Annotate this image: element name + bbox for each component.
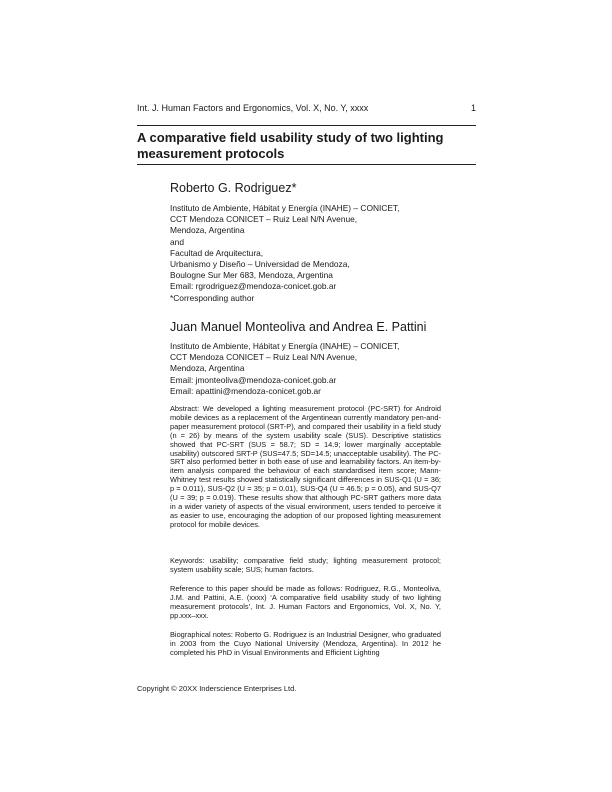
- affiliation-line: Instituto de Ambiente, Hábitat y Energía (INAHE) – CONICET,: [170, 341, 400, 351]
- title-rule-top: [137, 125, 476, 126]
- author2-email-2: Email: apattini@mendoza-conicet.gob.ar: [170, 385, 321, 396]
- corresponding-author-note: *Corresponding author: [170, 292, 255, 303]
- author1-email: Email: rgrodriguez@mendoza-conicet.gob.ar: [170, 281, 337, 292]
- title-rule-bottom: [137, 164, 476, 165]
- running-header: Int. J. Human Factors and Ergonomics, Vol. X, No. Y, xxxx: [137, 103, 369, 113]
- page-number: 1: [471, 103, 477, 113]
- author1-affiliation: [170, 203, 470, 304]
- affiliation-line: Instituto de Ambiente, Hábitat y Energía (INAHE) – CONICET,: [170, 203, 400, 213]
- keywords: Keywords: usability; comparative field study; lighting measurement protocol; system usability scale; SUS; human factors.: [170, 556, 441, 574]
- author2-names: Juan Manuel Monteoliva and Andrea E. Pattini: [170, 320, 427, 334]
- affiliation-line: Mendoza, Argentina: [170, 363, 245, 374]
- citation-reference: Reference to this paper should be made as follows: Rodriguez, R.G., Monteoliva, J.M. and Pattini, A.E. (xxxx) ‘A comparative field usability study of two lighting measurement protocols’, Int. J. Human Factors and Ergonomics, Vol. X, No. Y, pp.xxx–xxx.: [170, 584, 441, 620]
- affiliation-line: Urbanismo y Diseño – Universidad de Mendoza,: [170, 259, 350, 270]
- copyright-footer: Copyright © 20XX Inderscience Enterprises Ltd.: [137, 684, 297, 693]
- affiliation-line: Boulogne Sur Mer 683, Mendoza, Argentina: [170, 270, 333, 281]
- affiliation-line: CCT Mendoza CONICET – Ruiz Leal N/N Avenue,: [170, 352, 358, 363]
- biographical-notes: Biographical notes: Roberto G. Rodriguez is an Industrial Designer, who graduated in 2003 from the Cuyo National University (Mendoza, Argentina). In 2012 he completed his PhD in Visual Environments and Efficient Lighting: [170, 630, 441, 657]
- author2-affiliation: [170, 341, 470, 397]
- affiliation-line: Facultad de Arquitectura,: [170, 247, 264, 258]
- author1-name: Roberto G. Rodriguez*: [170, 181, 297, 195]
- paper-title: A comparative field usability study of two lighting measurement protocols: [137, 130, 444, 161]
- affiliation-line: CCT Mendoza CONICET – Ruiz Leal N/N Avenue,: [170, 214, 358, 225]
- abstract: Abstract: We developed a lighting measurement protocol (PC-SRT) for Android mobile devices as a replacement of the Argentinean currently mandatory pen-and-paper measurement protocol (SRT-P), and compared their usability in a field study (n = 26) by means of the system usability scale (SUS). Descriptive statistics showed that PC-SRT (SUS = 58.7; SD = 14.9; lower marginally acceptable usability) outscored SRT-P (SUS=47.5; SD=14.5; unacceptable usability). The PC-SRT also performed better in both ease of use and learnability factors. An item-by-item analysis compared the behaviour of each standardised item score; Mann-Whitney test results showed statistically significant differences in SUS-Q1 (U = 36; p = 0.011), SUS-Q2 (U = 35; p = 0.01), SUS-Q4 (U = 46.5; p = 0.05), and SUS-Q7 (U = 39; p = 0.019). These results show that although PC-SRT gathers more data in a wider variety of aspects of the visual environment, users tended to perceive it as easier to use, encouraging the adoption of our proposed lighting measurement protocol for mobile devices.: [170, 404, 441, 529]
- affiliation-line: and: [170, 236, 184, 247]
- affiliation-line: Mendoza, Argentina: [170, 225, 245, 236]
- author2-email-1: Email: jmonteoliva@mendoza-conicet.gob.ar: [170, 374, 337, 385]
